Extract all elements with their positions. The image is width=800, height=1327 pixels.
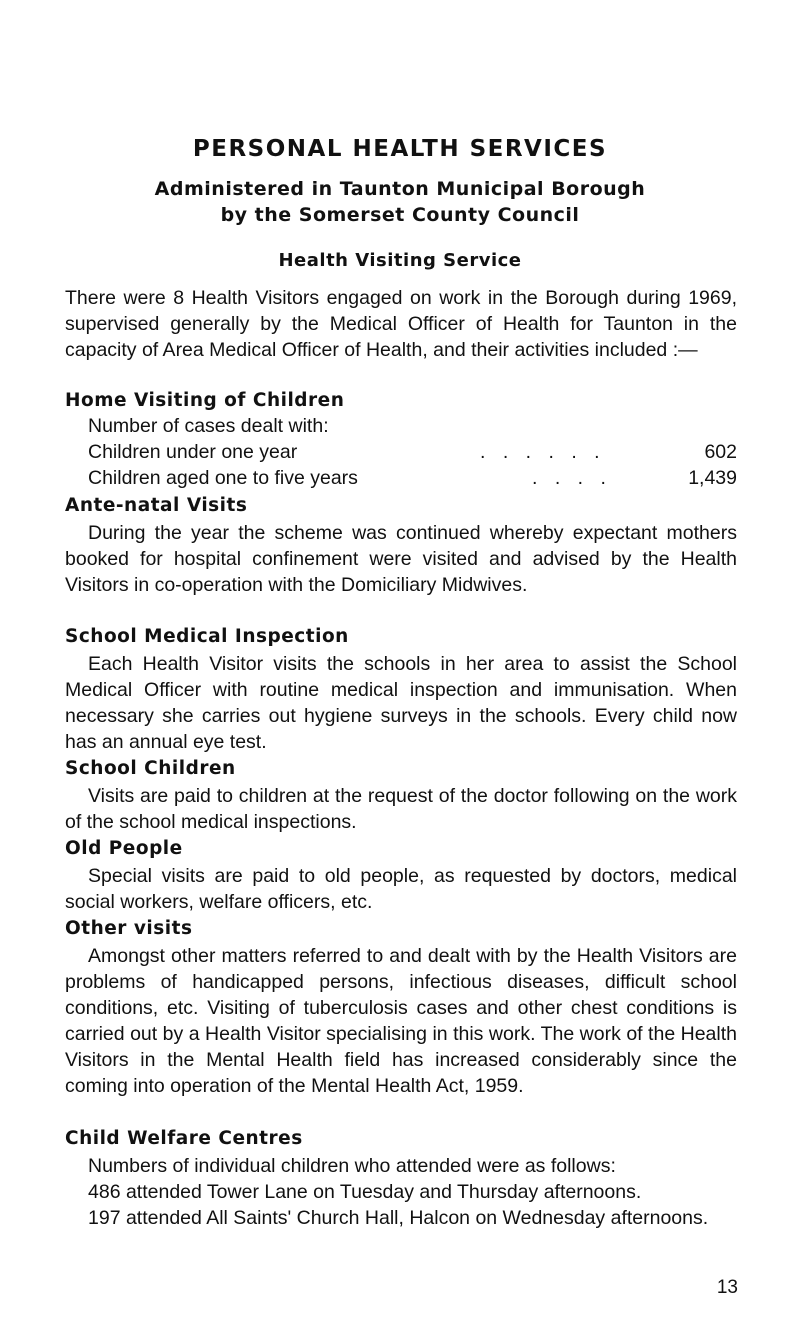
child-welfare-line-2: 486 attended Tower Lane on Tuesday and Thursday afternoons. bbox=[88, 1181, 642, 1203]
other-visits-text: Amongst other matters referred to and dealt with by the Health Visitors are problems of handicapped persons, infectious diseases, difficult school conditions, etc. Visiting of tuberculosis cases and other chest conditions is carried out by a Health Visitor specialising in this work. The work of the Health Visitors in the Mental Health field has increased considerably since the coming into operation of the Mental Health Act, 1959. bbox=[65, 945, 737, 1097]
cases-label: Number of cases dealt with: bbox=[88, 415, 329, 437]
old-people-paragraph bbox=[65, 863, 737, 915]
child-welfare-line-1: Numbers of individual children who attended were as follows: bbox=[88, 1155, 616, 1177]
subtitle-line-2: by the Somerset County Council bbox=[220, 204, 580, 226]
other-visits-paragraph bbox=[65, 943, 737, 1099]
old-people-text: Special visits are paid to old people, as requested by doctors, medical social workers, welfare officers, etc. bbox=[65, 865, 737, 913]
intro-paragraph bbox=[65, 285, 737, 363]
home-visiting-heading: Home Visiting of Children bbox=[65, 390, 345, 411]
ante-natal-heading: Ante-natal Visits bbox=[65, 495, 248, 516]
page-number: 13 bbox=[716, 1277, 738, 1298]
subtitle-line-1: Administered in Taunton Municipal Borough bbox=[154, 178, 646, 200]
page-title: PERSONAL HEALTH SERVICES bbox=[192, 136, 608, 162]
row-one-to-five-dots: . . . . bbox=[532, 467, 612, 489]
ante-natal-paragraph bbox=[65, 520, 737, 598]
other-visits-heading: Other visits bbox=[65, 918, 193, 939]
service-heading: Health Visiting Service bbox=[278, 250, 522, 271]
row-under-one-value: 602 bbox=[704, 441, 737, 463]
child-welfare-paragraph bbox=[65, 1153, 737, 1231]
row-one-to-five-value: 1,439 bbox=[688, 467, 737, 489]
row-one-to-five-label: Children aged one to five years bbox=[88, 467, 358, 489]
school-medical-text: Each Health Visitor visits the schools in her area to assist the School Medical Officer with routine medical inspection and immunisation. When necessary she carries out hygiene surveys in the schools. Every child now has an annual eye test. bbox=[65, 653, 737, 753]
school-children-heading: School Children bbox=[65, 758, 236, 779]
child-welfare-line-3: 197 attended All Saints' Church Hall, Halcon on Wednesday afternoons. bbox=[88, 1207, 709, 1229]
child-welfare-heading: Child Welfare Centres bbox=[65, 1128, 303, 1149]
row-under-one-dots: . . . . . . bbox=[480, 441, 606, 463]
school-medical-paragraph bbox=[65, 651, 737, 755]
ante-natal-text: During the year the scheme was continued whereby expectant mothers booked for hospital confinement were visited and advised by the Health Visitors in co-operation with the Domiciliary Midwives. bbox=[65, 522, 737, 596]
row-under-one-label: Children under one year bbox=[88, 441, 298, 463]
intro-text: There were 8 Health Visitors engaged on work in the Borough during 1969, supervised generally by the Medical Officer of Health for Taunton in the capacity of Area Medical Officer of Health, and their activities included :— bbox=[65, 287, 737, 361]
school-children-paragraph bbox=[65, 783, 737, 835]
school-medical-heading: School Medical Inspection bbox=[65, 626, 349, 647]
school-children-text: Visits are paid to children at the request of the doctor following on the work of the school medical inspections. bbox=[65, 785, 737, 833]
old-people-heading: Old People bbox=[65, 838, 183, 859]
